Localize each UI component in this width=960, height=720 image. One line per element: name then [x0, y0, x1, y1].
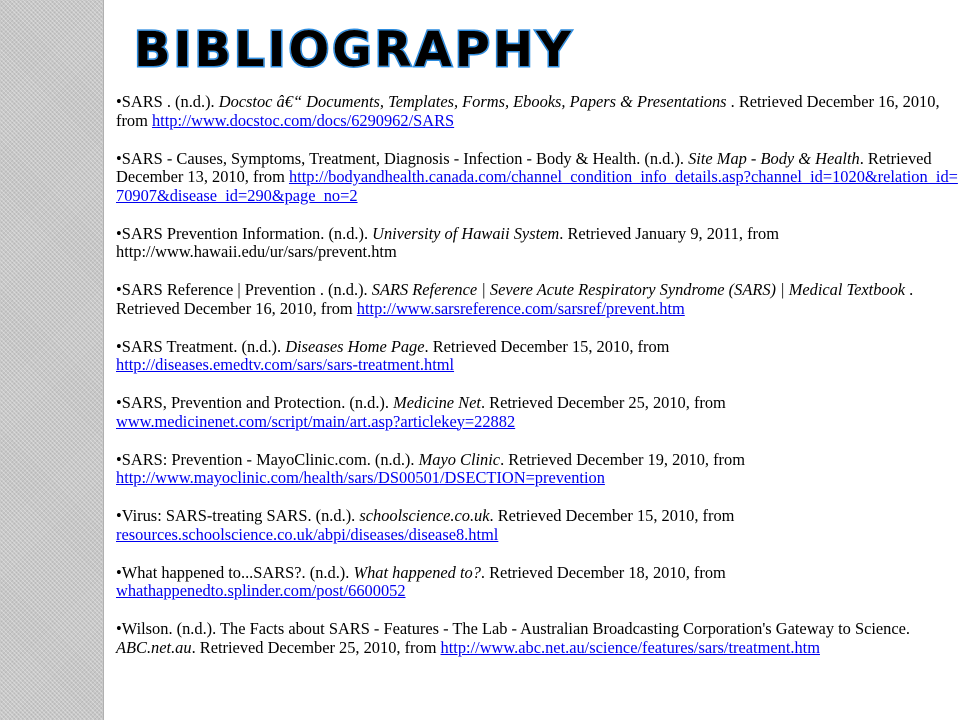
entry-retrieved: . Retrieved December 19, 2010, from: [500, 449, 745, 469]
entry-title: SARS Treatment. (n.d.).: [121, 336, 286, 356]
entry-source: SARS Reference | Severe Acute Respiratory Syndrome (SARS) | Medical Textbook: [371, 280, 906, 299]
bibliography-entry: [116, 338, 960, 375]
entry-source: Diseases Home Page: [285, 336, 425, 356]
bibliography-entry: [116, 451, 960, 488]
bullet-icon: •: [116, 506, 122, 525]
entry-title: SARS Prevention Information. (n.d.).: [121, 223, 373, 243]
bibliography-entry: [116, 620, 960, 657]
entry-source: Site Map - Body & Health: [688, 148, 860, 168]
bullet-icon: •: [116, 92, 122, 111]
bullet-icon: •: [116, 393, 122, 412]
entry-retrieved: . Retrieved December 15, 2010, from: [424, 336, 670, 356]
entry-link[interactable]: http://bodyandhealth.canada.com/channel_condition_info_details.asp?channel_id=1020&relation_id=70907&disease_id=290&page_no=2: [116, 167, 958, 205]
entry-retrieved: . Retrieved December 16, 2010, from: [116, 280, 914, 318]
entry-source: What happened to?: [353, 562, 481, 582]
bullet-icon: •: [116, 148, 122, 168]
entry-link[interactable]: www.medicinenet.com/script/main/art.asp?articlekey=22882: [116, 411, 516, 431]
entry-title: SARS: Prevention - MayoClinic.com. (n.d.).: [121, 449, 419, 469]
bullet-icon: •: [116, 223, 122, 243]
entry-source: University of Hawaii System: [372, 223, 560, 243]
entry-source: ABC.net.au: [116, 637, 192, 657]
entry-title: Wilson. (n.d.). The Facts about SARS - Features - The Lab - Australian Broadcasting Corporation's Gateway to Science.: [121, 619, 911, 638]
entry-title: SARS . (n.d.).: [121, 92, 219, 111]
entry-title: SARS Reference | Prevention . (n.d.).: [121, 280, 372, 299]
entry-link[interactable]: http://www.mayoclinic.com/health/sars/DS00501/DSECTION=prevention: [116, 468, 605, 487]
entry-retrieved: . Retrieved December 18, 2010, from: [480, 562, 726, 582]
entry-link[interactable]: whathappenedto.splinder.com/post/6600052: [116, 581, 406, 600]
entry-retrieved: . Retrieved December 13, 2010, from: [116, 148, 932, 186]
bibliography-entry: [116, 394, 960, 431]
entry-link[interactable]: http://www.sarsreference.com/sarsref/prevent.htm: [356, 298, 685, 318]
bibliography-list: [116, 93, 960, 677]
entry-source: Mayo Clinic: [418, 449, 501, 469]
entry-title: SARS, Prevention and Protection. (n.d.).: [121, 393, 394, 412]
entry-title: SARS - Causes, Symptoms, Treatment, Diagnosis - Infection - Body & Health. (n.d.).: [121, 148, 689, 168]
bibliography-entry: [116, 507, 960, 544]
entry-source: Medicine Net: [393, 393, 481, 412]
bibliography-entry: [116, 564, 960, 601]
entry-url-text: http://www.hawaii.edu/ur/sars/prevent.htm: [116, 242, 397, 261]
decorative-side-panel: [0, 0, 104, 720]
bullet-icon: •: [116, 336, 122, 356]
entry-retrieved: . Retrieved December 15, 2010, from: [489, 506, 735, 525]
entry-link[interactable]: http://diseases.emedtv.com/sars/sars-treatment.html: [116, 355, 455, 374]
entry-source: Docstoc â€“ Documents, Templates, Forms, Ebooks, Papers & Presentations: [218, 92, 727, 111]
bibliography-entry: [116, 281, 960, 318]
bullet-icon: •: [116, 280, 122, 299]
entry-retrieved: . Retrieved December 25, 2010, from: [191, 637, 441, 657]
entry-retrieved: . Retrieved December 16, 2010, from: [116, 92, 940, 130]
bullet-icon: •: [116, 562, 122, 582]
entry-retrieved: . Retrieved January 9, 2011, from: [559, 223, 779, 243]
entry-title: What happened to...SARS?. (n.d.).: [121, 562, 354, 582]
entry-source: schoolscience.co.uk: [359, 506, 490, 525]
entry-link[interactable]: resources.schoolscience.co.uk/abpi/diseases/disease8.html: [116, 524, 499, 544]
bibliography-entry: [116, 150, 960, 206]
entry-title: Virus: SARS-treating SARS. (n.d.).: [121, 506, 360, 525]
entry-link[interactable]: http://www.abc.net.au/science/features/sars/treatment.htm: [440, 637, 820, 657]
entry-link[interactable]: http://www.docstoc.com/docs/6290962/SARS: [151, 110, 455, 130]
bullet-icon: •: [116, 619, 122, 638]
bullet-icon: •: [116, 449, 122, 469]
bibliography-entry: [116, 225, 960, 262]
entry-retrieved: . Retrieved December 25, 2010, from: [480, 393, 726, 412]
page-title: BIBLIOGRAPHY: [134, 22, 574, 78]
bibliography-entry: [116, 93, 960, 130]
